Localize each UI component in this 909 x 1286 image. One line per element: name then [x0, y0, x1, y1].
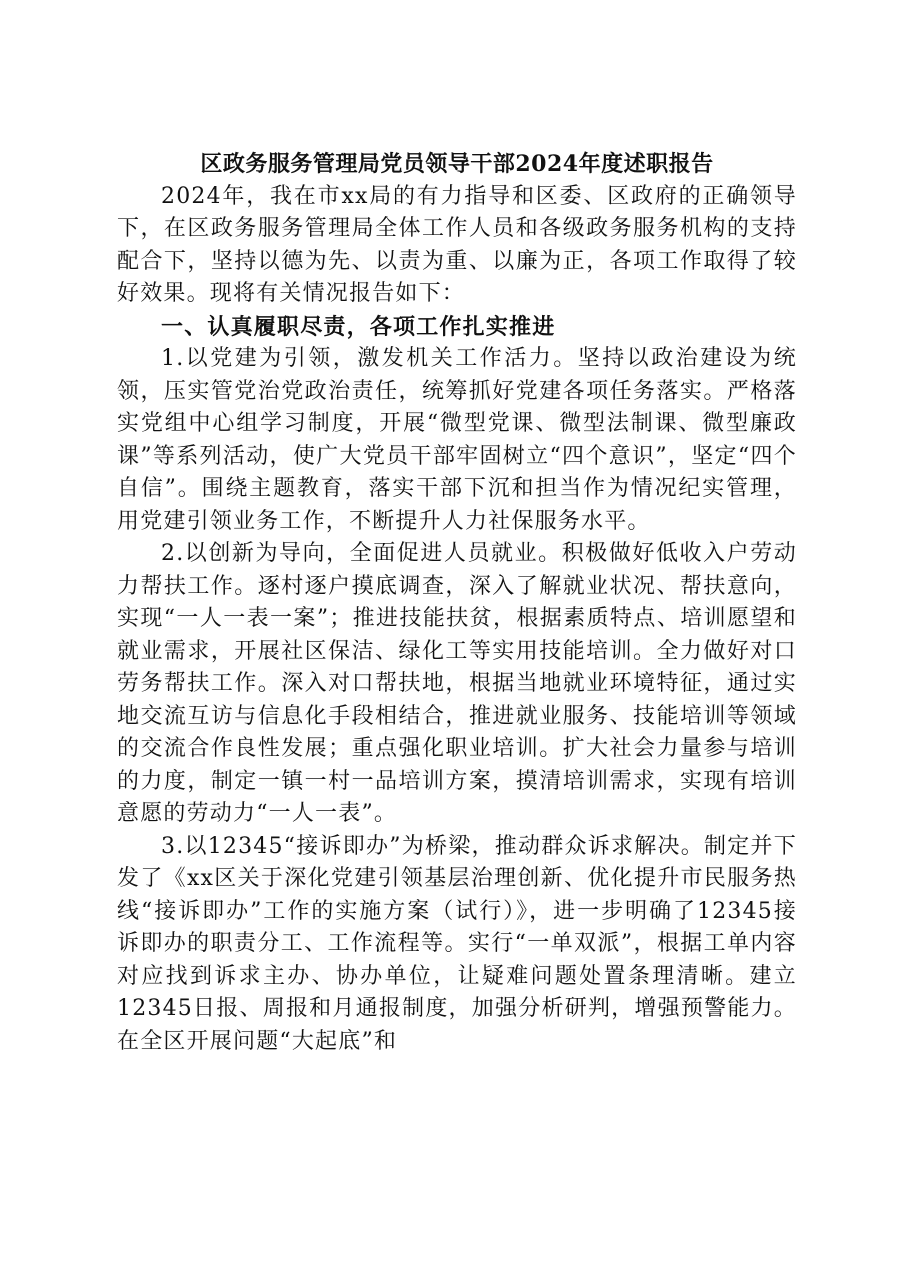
document-body — [117, 148, 797, 1058]
paragraph-item-3: 3.以12345“接诉即办”为桥梁，推动群众诉求解决。制定并下发了《xx区关于深化党建引领基层治理创新、优化提升市民服务热线“接诉即办”工作的实施方案（试行）》，进一步明确了12345接诉即办的职责分工、工作流程等。实行“一单双派”，根据工单内容对应找到诉求主办、协办单位，让疑难问题处置条理清晰。建立12345日报、周报和月通报制度，加强分析研判，增强预警能力。在全区开展问题“大起底”和 — [117, 833, 797, 1054]
document-title: 区政务服务管理局党员领导干部2024年度述职报告 — [200, 151, 714, 177]
intro-paragraph: 2024年，我在市xx局的有力指导和区委、区政府的正确领导下，在区政务服务管理局全体工作人员和各级政务服务机构的支持配合下，坚持以德为先、以责为重、以廉为正，各项工作取得了较好效果。现将有关情况报告如下： — [117, 183, 797, 306]
paragraph-item-2: 2.以创新为导向，全面促进人员就业。积极做好低收入户劳动力帮扶工作。逐村逐户摸底调查，深入了解就业状况、帮扶意向，实现“一人一表一案”；推进技能扶贫，根据素质特点、培训愿望和就业需求，开展社区保洁、绿化工等实用技能培训。全力做好对口劳务帮扶工作。深入对口帮扶地，根据当地就业环境特征，通过实地交流互访与信息化手段相结合，推进就业服务、技能培训等领域的交流合作良性发展；重点强化职业培训。扩大社会力量参与培训的力度，制定一镇一村一品培训方案，摸清培训需求，实现有培训意愿的劳动力“一人一表”。 — [117, 541, 797, 826]
section-heading-1: 一、认真履职尽责，各项工作扎实推进 — [161, 313, 556, 340]
paragraph-item-1: 1.以党建为引领，激发机关工作活力。坚持以政治建设为统领，压实管党治党政治责任，统筹抓好党建各项任务落实。严格落实党组中心组学习制度，开展“微型党课、微型法制课、微型廉政课”等系列活动，使广大党员干部牢固树立“四个意识”，坚定“四个自信”。围绕主题教育，落实干部下沉和担当作为情况纪实管理，用党建引领业务工作，不断提升人力社保服务水平。 — [117, 346, 797, 534]
